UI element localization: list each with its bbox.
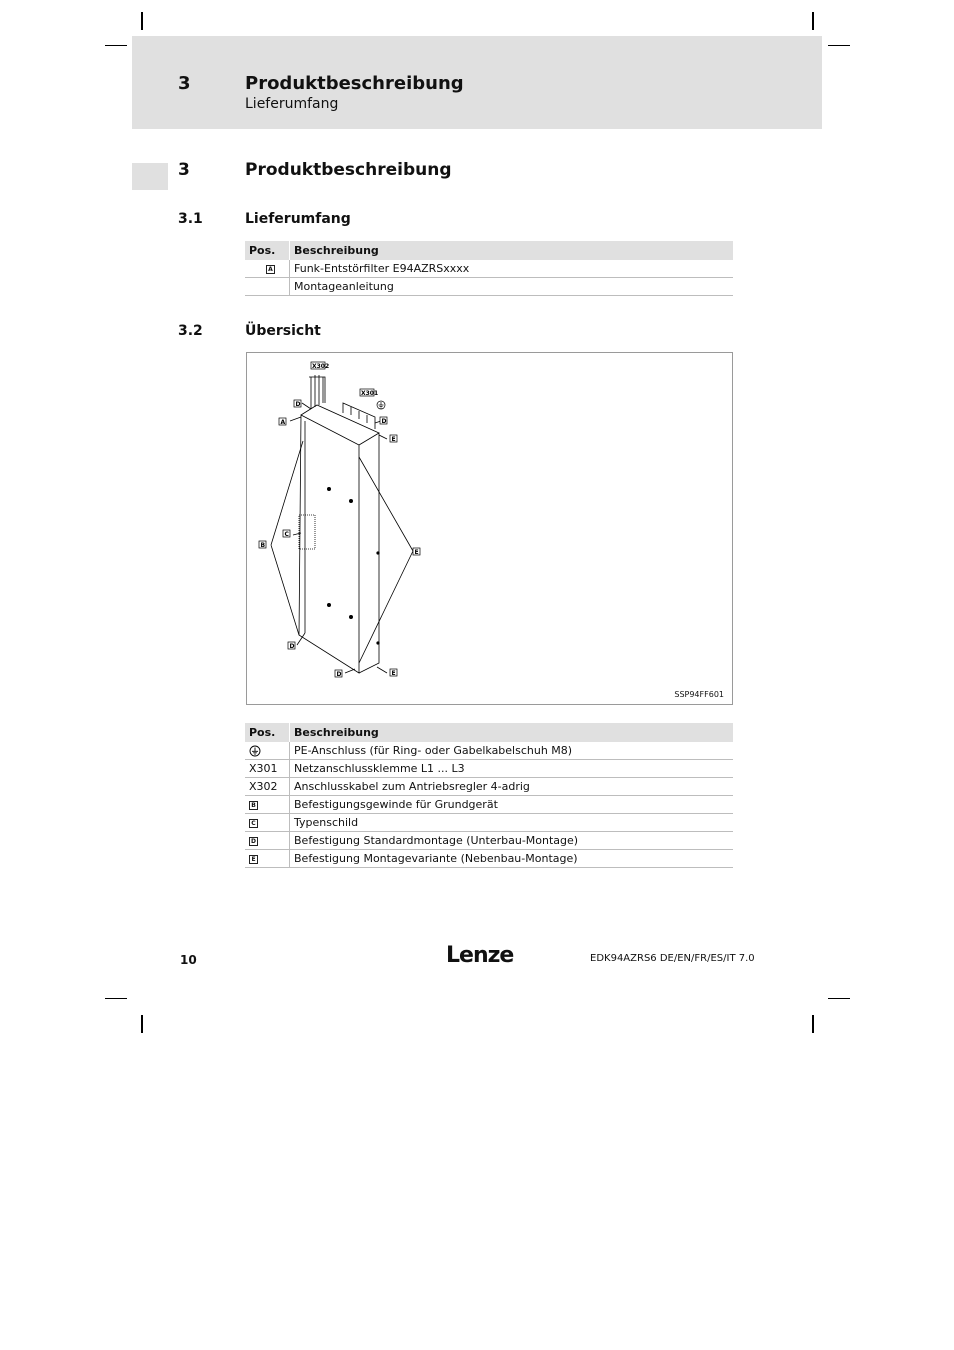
position-box-a: A (266, 265, 275, 274)
overview-table (245, 723, 733, 868)
subsection-2-title: Übersicht (245, 323, 321, 339)
table-cell-description: Typenschild (290, 814, 734, 832)
crop-mark (828, 998, 850, 999)
crop-mark (105, 998, 127, 999)
callout-x302: X302 (312, 363, 330, 370)
position-box-e: E (249, 855, 258, 864)
table-cell-description: Befestigung Standardmontage (Unterbau-Montage) (290, 832, 734, 850)
header-chapter-number: 3 (178, 73, 191, 94)
table-row (245, 796, 733, 814)
crop-mark (828, 45, 850, 46)
position-box-b: B (249, 801, 258, 810)
table-cell-description: Netzanschlussklemme L1 ... L3 (290, 760, 734, 778)
figure-code: SSP94FF601 (674, 690, 724, 699)
overview-figure (246, 352, 733, 705)
callout-e-top: E (391, 436, 396, 443)
table-row (245, 832, 733, 850)
table-cell-pos: X301 (245, 760, 290, 778)
callout-e-right: E (414, 549, 419, 556)
delivery-table (245, 241, 733, 296)
filter-device-drawing (247, 353, 732, 704)
table-header-pos: Pos. (245, 723, 290, 742)
chapter-side-tab (132, 163, 168, 190)
table-header-pos: Pos. (245, 241, 290, 260)
callout-d-top: D (295, 401, 301, 408)
crop-mark (812, 12, 814, 30)
ground-icon (249, 745, 261, 757)
table-cell-pos (245, 850, 290, 868)
lenze-logo: Lenze (446, 943, 514, 968)
table-header-description: Beschreibung (290, 723, 734, 742)
table-cell-pos (245, 742, 290, 760)
header-chapter-title: Produktbeschreibung (245, 73, 464, 94)
table-header-row (245, 723, 733, 742)
callout-e-bottom: E (391, 670, 396, 677)
table-row (245, 778, 733, 796)
callout-c: C (284, 531, 289, 538)
subsection-2-number: 3.2 (178, 323, 203, 339)
table-cell-description: Befestigungsgewinde für Grundgerät (290, 796, 734, 814)
table-cell-description: Befestigung Montagevariante (Nebenbau-Montage) (290, 850, 734, 868)
table-row (245, 260, 733, 278)
page-number: 10 (180, 953, 197, 967)
table-cell-pos (245, 278, 290, 296)
header-section-title: Lieferumfang (245, 96, 339, 112)
table-header-description: Beschreibung (290, 241, 734, 260)
callout-x301: X301 (361, 390, 379, 397)
table-cell-description: PE-Anschluss (für Ring- oder Gabelkabelschuh M8) (290, 742, 734, 760)
callout-d-bottom: D (289, 643, 295, 650)
table-cell-pos (245, 260, 290, 278)
section-number: 3 (178, 160, 190, 180)
table-cell-pos (245, 814, 290, 832)
subsection-1-number: 3.1 (178, 211, 203, 227)
callout-a: A (280, 419, 286, 426)
section-title: Produktbeschreibung (245, 160, 452, 180)
position-box-c: C (249, 819, 258, 828)
table-cell-description: Anschlusskabel zum Antriebsregler 4-adrig (290, 778, 734, 796)
crop-mark (141, 1015, 143, 1033)
table-cell-pos: X302 (245, 778, 290, 796)
position-box-d: D (249, 837, 258, 846)
crop-mark (141, 12, 143, 30)
table-cell-pos (245, 832, 290, 850)
document-id: EDK94AZRS6 DE/EN/FR/ES/IT 7.0 (590, 953, 755, 964)
table-row (245, 742, 733, 760)
table-cell-description: Funk-Entstörfilter E94AZRSxxxx (290, 260, 734, 278)
header-band (132, 36, 822, 129)
table-cell-pos (245, 796, 290, 814)
callout-d-right: D (381, 418, 387, 425)
table-header-row (245, 241, 733, 260)
crop-mark (812, 1015, 814, 1033)
crop-mark (105, 45, 127, 46)
table-row (245, 760, 733, 778)
table-cell-description: Montageanleitung (290, 278, 734, 296)
table-row (245, 814, 733, 832)
subsection-1-title: Lieferumfang (245, 211, 351, 227)
callout-b: B (260, 542, 266, 549)
table-row (245, 850, 733, 868)
callout-d-base: D (336, 671, 342, 678)
table-row (245, 278, 733, 296)
ground-icon (377, 401, 385, 409)
